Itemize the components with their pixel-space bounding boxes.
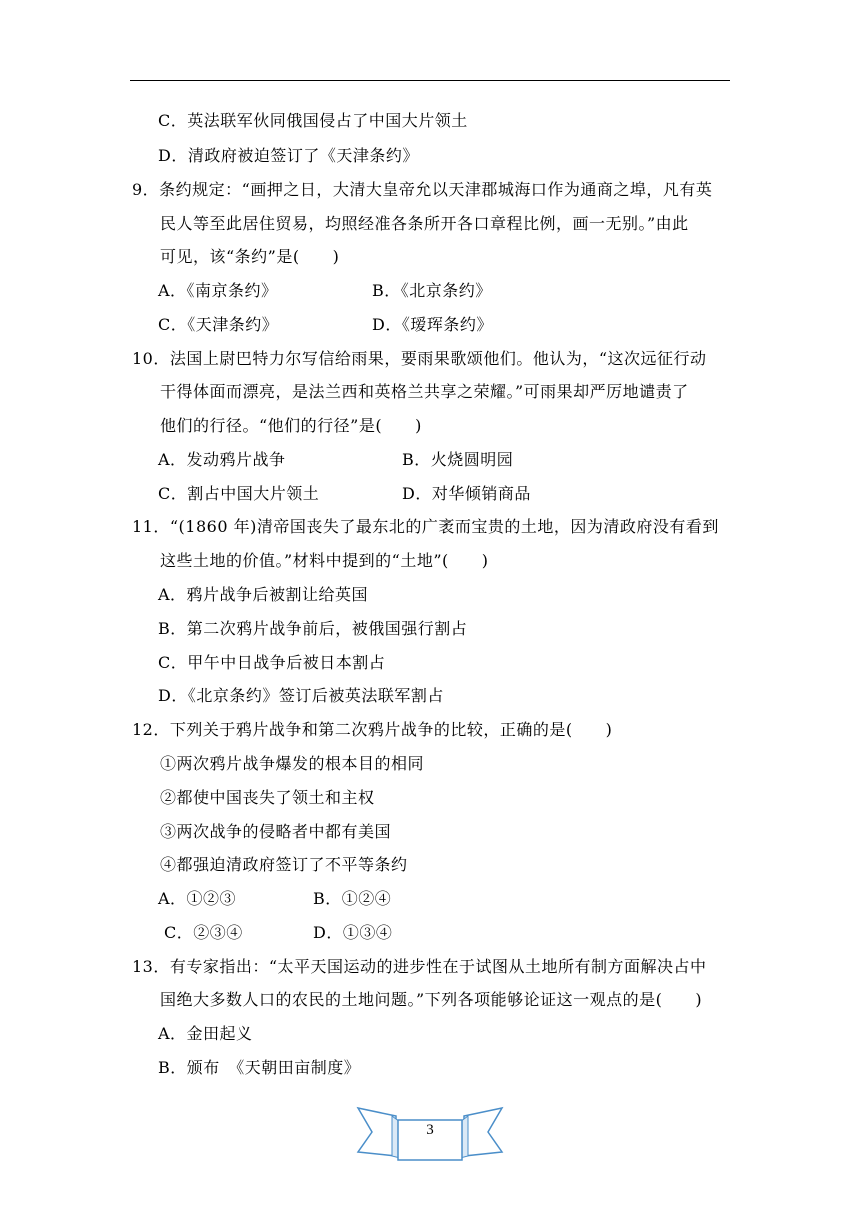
header-rule [130,80,730,81]
question-10-stem-cont: 他们的行径。“他们的行径”是( ) [160,416,422,435]
option-b-q10: B．火烧圆明园 [402,450,514,469]
option-d-q11: D．《北京条约》签订后被英法联军割占 [158,686,444,705]
question-11-stem-cont: 这些土地的价值。”材料中提到的“土地”( ) [160,551,489,570]
option-b-q13: B．颁布 《天朝田亩制度》 [158,1058,361,1077]
question-9-stem-cont: 民人等至此居住贸易，均照经准各条所开各口章程比例，画一无别。”由此 [160,214,689,233]
question-13-stem: 13．有专家指出：“太平天国运动的进步性在于试图从土地所有制方面解决占中 [132,957,707,976]
statement-1: ①两次鸦片战争爆发的根本目的相同 [160,754,425,773]
option-d-q8: D．清政府被迫签订了《天津条约》 [158,146,419,165]
option-c-q8: C．英法联军伙同俄国侵占了中国大片领土 [158,111,468,130]
statement-4: ④都强迫清政府签订了不平等条约 [160,855,408,874]
option-d-q9: D．《瑷珲条约》 [372,315,493,334]
option-b-q12: B．①②④ [313,889,392,908]
question-12-stem: 12．下列关于鸦片战争和第二次鸦片战争的比较，正确的是( ) [132,720,613,739]
question-9-stem-cont: 可见，该“条约”是( ) [160,247,340,266]
option-a-q11: A．鸦片战争后被割让给英国 [158,585,369,604]
option-d-q10: D．对华倾销商品 [402,484,531,503]
question-13-stem-cont: 国绝大多数人口的农民的土地问题。”下列各项能够论证这一观点的是( ) [160,990,703,1009]
option-c-q10: C．割占中国大片领土 [158,484,320,503]
statement-2: ②都使中国丧失了领土和主权 [160,788,375,807]
statement-3: ③两次战争的侵略者中都有美国 [160,822,392,841]
question-11-stem: 11．“(1860 年)清帝国丧失了最东北的广袤而宝贵的土地，因为清政府没有看到 [132,517,719,536]
page-number: 3 [426,1122,434,1138]
option-a-q12: A．①②③ [158,889,237,908]
option-c-q11: C．甲午中日战争后被日本割占 [158,653,386,672]
option-a-q10: A．发动鸦片战争 [158,450,286,469]
question-10-stem: 10．法国上尉巴特力尔写信给雨果，要雨果歌颂他们。他认为，“这次远征行动 [132,349,707,368]
option-d-q12: D．①③④ [313,923,393,942]
option-b-q11: B．第二次鸦片战争前后，被俄国强行割占 [158,619,468,638]
option-c-q12: C．②③④ [164,923,243,942]
option-a-q13: A．金田起义 [158,1024,253,1043]
option-a-q9: A．《南京条约》 [158,281,278,300]
option-c-q9: C．《天津条约》 [158,315,279,334]
question-10-stem-cont: 干得体面而漂亮，是法兰西和英格兰共享之荣耀。”可雨果却严厉地谴责了 [160,382,689,401]
option-b-q9: B．《北京条约》 [372,281,492,300]
question-9-stem: 9．条约规定：“画押之日，大清大皇帝允以天津郡城海口作为通商之埠，凡有英 [132,180,713,199]
